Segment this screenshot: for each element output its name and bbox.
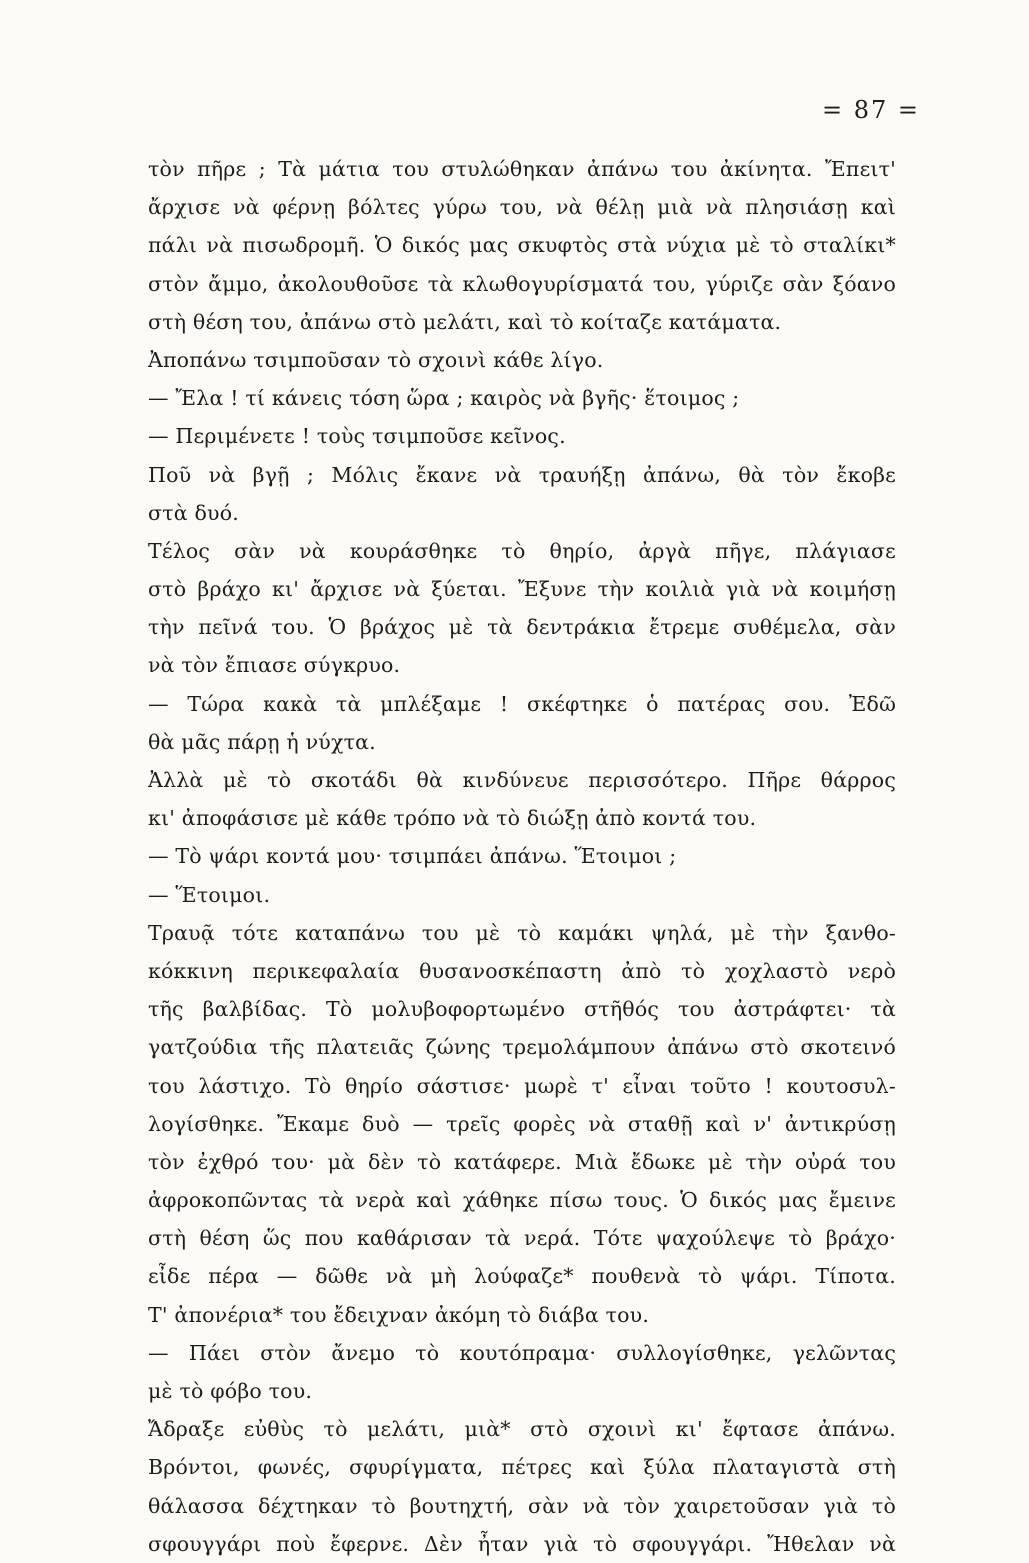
text-line: — Τὸ ψάρι κοντά μου· τσιμπάει ἀπάνω. Ἕτοιμοι ; [148, 844, 677, 869]
text-line: τὸν πῆρε ; Τὰ μάτια του στυλώθηκαν ἀπάνω του ἀκίνητα. Ἔπειτ' [148, 157, 896, 181]
text-line: Ἀποπάνω τσιμποῦσαν τὸ σχοινὶ κάθε λίγο. [148, 347, 604, 372]
text-line: μὲ τὸ φόβο του. [148, 1379, 313, 1403]
text-line: νὰ τὸν ἔπιασε σύγκρυο. [148, 653, 401, 678]
text-line: του λάστιχο. Τὸ θηρίο σάστισε· μωρὲ τ' εἶναι τοῦτο ! κουτοσυλ- [148, 1073, 896, 1098]
text-line: Ἄδραξε εὐθὺς τὸ μελάτι, μιὰ* στὸ σχοινὶ κι' ἔφτασε ἀπάνω. [148, 1417, 896, 1442]
text-line: κι' ἀποφάσισε μὲ κάθε τρόπο νὰ τὸ διώξῃ ἀπὸ κοντά του. [148, 806, 757, 831]
text-line: σφουγγάρι ποὺ ἔφερνε. Δὲν ἦταν γιὰ τὸ σφουγγάρι. Ἤθελαν νὰ [148, 1531, 896, 1556]
text-line: θὰ μᾶς πάρῃ ἡ νύχτα. [148, 729, 376, 754]
text-line: Τραυᾷ τότε καταπάνω του μὲ τὸ καμάκι ψηλά, μὲ τὴν ξανθο- [148, 920, 896, 945]
text-line: κόκκινη περικεφαλαία θυσανοσκέπαστη ἀπὸ τὸ χοχλαστὸ νερὸ [148, 958, 896, 983]
text-line: στὴ θέση του, ἀπάνω στὸ μελάτι, καὶ τὸ κοίταζε κατάματα. [148, 309, 782, 334]
text-line: — Ἕτοιμοι. [148, 882, 271, 907]
text-line: ἀφροκοπῶντας τὰ νερὰ καὶ χάθηκε πίσω τους. Ὁ δικός μας ἔμεινε [148, 1188, 896, 1213]
text-line: θάλασσα δέχτηκαν τὸ βουτηχτή, σὰν νὰ τὸν χαιρετοῦσαν γιὰ τὸ [148, 1493, 896, 1518]
text-line: γατζούδια τῆς πλατειᾶς ζώνης τρεμολάμπουν ἀπάνω στὸ σκοτεινό [148, 1035, 896, 1060]
text-line: — Περιμένετε ! τοὺς τσιμποῦσε κεῖνος. [148, 424, 566, 449]
text-line: τὴν πεῖνά του. Ὁ βράχος μὲ τὰ δεντράκια ἔτρεμε συθέμελα, σὰν [148, 615, 896, 640]
text-line: Ποῦ νὰ βγῇ ; Μόλις ἔκανε νὰ τραυήξῃ ἀπάνω, θὰ τὸν ἔκοβε [148, 462, 896, 487]
text-line: πάλι νὰ πισωδρομῆ. Ὁ δικός μας σκυφτὸς στὰ νύχια μὲ τὸ σταλίκι* [148, 233, 896, 258]
text-line: εἶδε πέρα — δῶθε νὰ μὴ λούφαζε* πουθενὰ τὸ ψάρι. Τίποτα. [148, 1264, 896, 1289]
text-line: — Πάει στὸν ἄνεμο τὸ κουτόπραμα· συλλογίσθηκε, γελῶντας [148, 1340, 896, 1365]
text-line: στὴ θέση ὥς που καθάρισαν τὰ νερά. Τότε ψαχούλεψε τὸ βράχο· [148, 1226, 896, 1251]
text-line: Βρόντοι, φωνές, σφυρίγματα, πέτρες καὶ ξύλα πλαταγιστὰ στὴ [148, 1455, 896, 1480]
text-line: Τ' ἀπονέρια* του ἔδειχναν ἀκόμη τὸ διάβα του. [148, 1302, 650, 1327]
text-line: — Τώρα κακὰ τὰ μπλέξαμε ! σκέφτηκε ὁ πατέρας σου. Ἐδῶ [148, 691, 896, 716]
text-line: στὰ δυό. [148, 500, 239, 525]
page-number: = 87 = [822, 96, 921, 124]
text-line: στὸ βράχο κι' ἄρχισε νὰ ξύεται. Ἔξυνε τὴν κοιλιὰ γιὰ νὰ κοιμήσῃ [148, 577, 896, 602]
text-line: Ἀλλὰ μὲ τὸ σκοτάδι θὰ κινδύνευε περισσότερο. Πῆρε θάρρος [148, 768, 896, 792]
body-text [148, 150, 896, 1563]
text-line: τῆς βαλβίδας. Τὸ μολυβοφορτωμένο στῆθός του ἀστράφτει· τὰ [148, 997, 896, 1022]
text-line: Τέλος σὰν νὰ κουράσθηκε τὸ θηρίο, ἀργὰ πῆγε, πλάγιασε [148, 538, 896, 563]
text-line: τὸν ἐχθρό του· μὰ δὲν τὸ κατάφερε. Μιὰ ἔδωκε μὲ τὴν οὐρά του [148, 1149, 896, 1174]
text-line: στὸν ἄμμο, ἀκολουθοῦσε τὰ κλωθογυρίσματά του, γύριζε σὰν ξόανο [148, 271, 896, 296]
text-line: ἄρχισε νὰ φέρνῃ βόλτες γύρω του, νὰ θέλῃ μιὰ νὰ πλησιάσῃ καὶ [148, 195, 896, 220]
text-line: λογίσθηκε. Ἔκαμε δυὸ — τρεῖς φορὲς νὰ σταθῇ καὶ ν' ἀντικρύσῃ [148, 1111, 896, 1136]
text-line: — Ἔλα ! τί κάνεις τόση ὥρα ; καιρὸς νὰ βγῆς· ἕτοιμος ; [148, 386, 740, 411]
